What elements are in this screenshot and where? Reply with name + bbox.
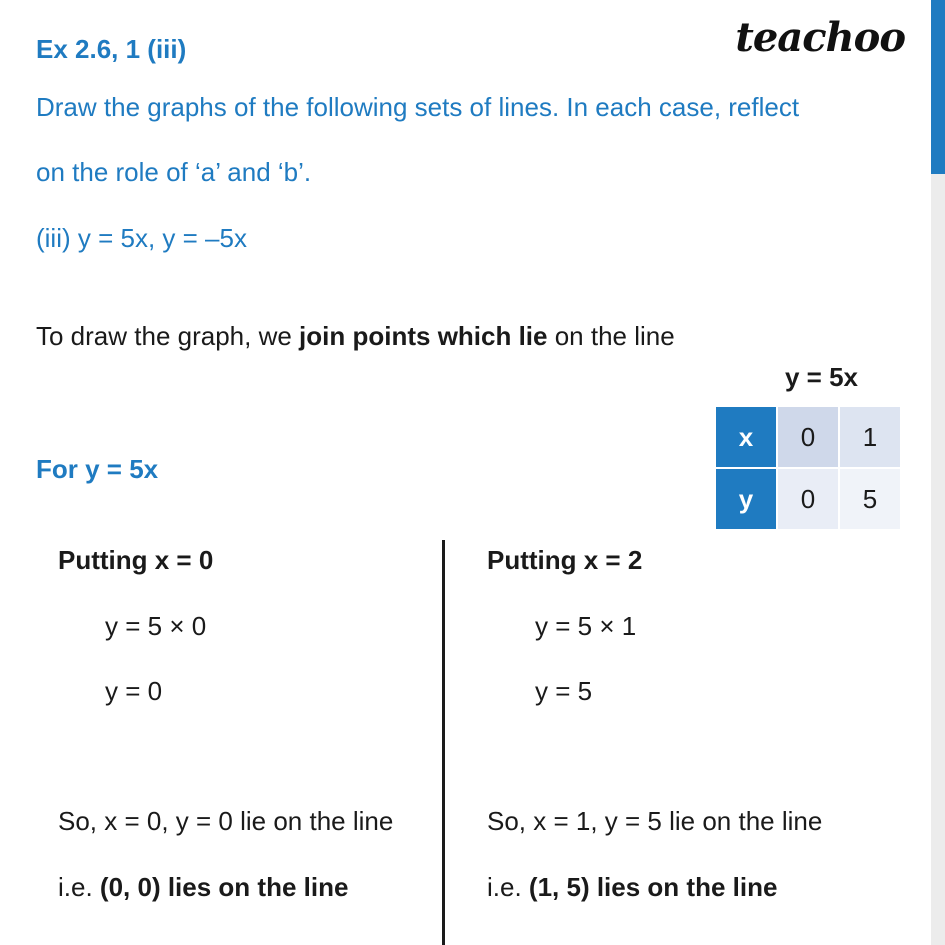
right-ie-prefix: i.e. [487, 872, 529, 902]
table-row-y [716, 469, 900, 529]
intro-text [36, 321, 675, 352]
right-point [487, 872, 777, 903]
question-line-2: on the role of ‘a’ and ‘b’. [36, 157, 312, 187]
values-table [714, 405, 902, 531]
section-title: For y = 5x [36, 454, 159, 484]
right-ie-bold: (1, 5) lies on the line [528, 872, 778, 902]
table-label-y: y [716, 469, 776, 529]
intro-bold: join points which lie [299, 321, 548, 351]
exercise-title: Ex 2.6, 1 (iii) [36, 34, 187, 64]
left-conclusion: So, x = 0, y = 0 lie on the line [58, 806, 394, 836]
table-cell: 5 [840, 469, 900, 529]
teachoo-logo: teachoo [735, 14, 905, 61]
scrollbar-track[interactable] [931, 0, 945, 945]
left-point [58, 872, 348, 903]
left-equation-1: y = 5 × 0 [105, 611, 207, 641]
right-conclusion: So, x = 1, y = 5 lie on the line [487, 806, 823, 836]
intro-suffix: on the line [547, 321, 675, 351]
left-equation-2: y = 0 [105, 676, 163, 706]
table-cell: 0 [778, 469, 838, 529]
left-ie-prefix: i.e. [58, 872, 100, 902]
scrollbar-thumb[interactable] [931, 0, 945, 174]
left-heading: Putting x = 0 [58, 545, 214, 575]
table-title: y = 5x [785, 362, 859, 392]
column-divider [442, 540, 445, 945]
right-equation-1: y = 5 × 1 [535, 611, 637, 641]
question-line-1: Draw the graphs of the following sets of lines. In each case, reflect [36, 92, 800, 122]
table-cell: 1 [840, 407, 900, 467]
table-row-x [716, 407, 900, 467]
table-cell: 0 [778, 407, 838, 467]
left-ie-bold: (0, 0) lies on the line [99, 872, 349, 902]
right-equation-2: y = 5 [535, 676, 593, 706]
intro-prefix: To draw the graph, we [36, 321, 300, 351]
question-line-3: (iii) y = 5x, y = –5x [36, 223, 247, 253]
right-heading: Putting x = 2 [487, 545, 643, 575]
table-label-x: x [716, 407, 776, 467]
